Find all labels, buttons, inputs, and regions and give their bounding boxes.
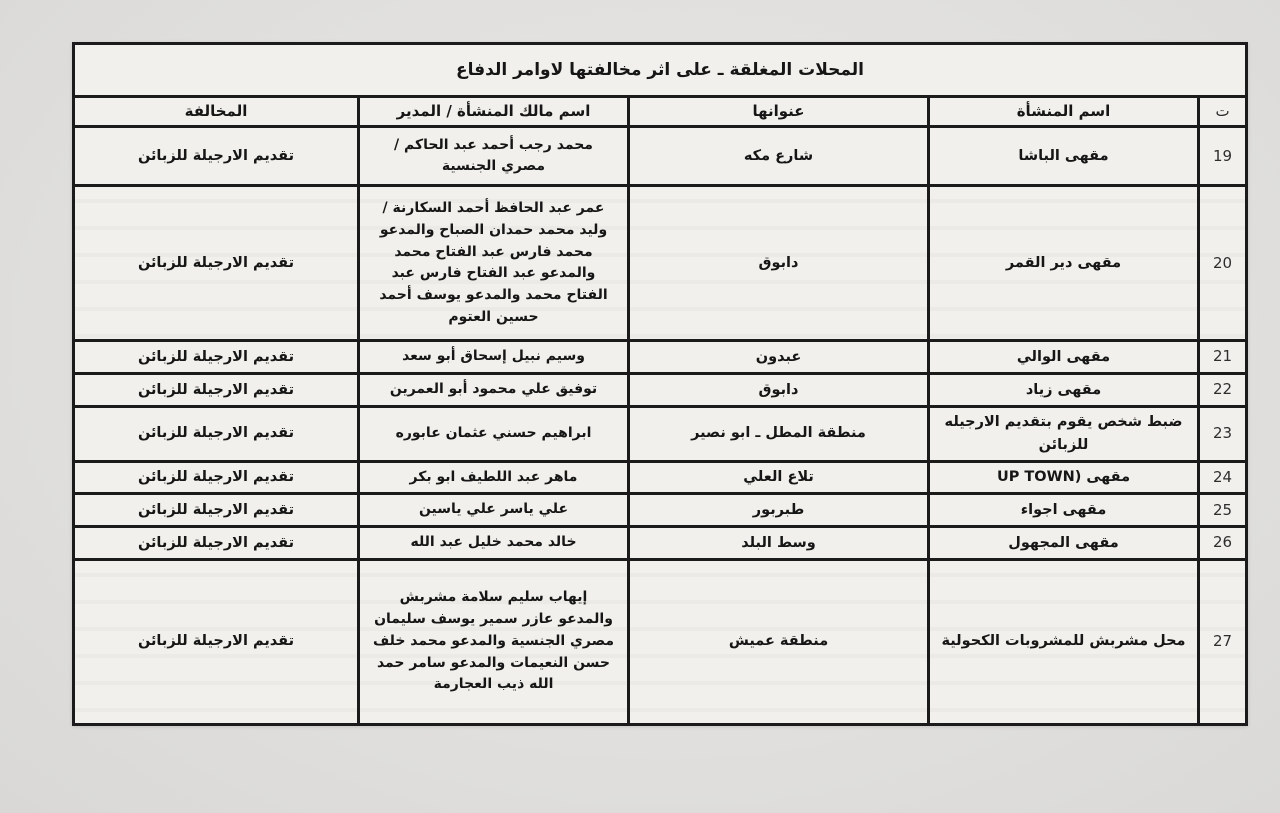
row-owner: ابراهيم حسني عثمان عابوره <box>360 408 627 460</box>
row-address: طبربور <box>630 495 927 525</box>
row-name: مقهى زياد <box>930 375 1197 405</box>
header-violation: المخالفة <box>75 98 357 125</box>
row-address: منطقة المطل ـ ابو نصير <box>630 408 927 460</box>
row-address: تلاع العلي <box>630 463 927 493</box>
header-owner: اسم مالك المنشأة / المدير <box>360 98 627 125</box>
table-row <box>75 528 1245 558</box>
row-address: منطقة عميش <box>630 561 927 723</box>
row-owner: خالد محمد خليل عبد الله <box>360 528 627 558</box>
row-address: عبدون <box>630 342 927 372</box>
row-owner: محمد رجب أحمد عبد الحاكم / مصري الجنسية <box>360 128 627 184</box>
table-row <box>75 342 1245 372</box>
row-violation: تقديم الارجيلة للزبائن <box>75 463 357 493</box>
row-violation: تقديم الارجيلة للزبائن <box>75 128 357 184</box>
row-violation: تقديم الارجيلة للزبائن <box>75 187 357 339</box>
header-address: عنوانها <box>630 98 927 125</box>
row-name: محل مشربش للمشروبات الكحولية <box>930 561 1197 723</box>
row-owner: عمر عبد الحافظ أحمد السكارنة / وليد محمد حمدان الصباح والمدعو محمد فارس عبد الفتاح محمد والمدعو عبد الفتاح فارس عبد الفتاح محمد والمدعو يوسف أحمد حسين العتوم <box>360 187 627 339</box>
row-index: 23 <box>1200 408 1245 460</box>
row-name: مقهى دير القمر <box>930 187 1197 339</box>
row-name: ضبط شخص يقوم بتقديم الارجيله للزبائن <box>930 408 1197 460</box>
row-address: وسط البلد <box>630 528 927 558</box>
table-title-row <box>75 45 1245 95</box>
row-violation: تقديم الارجيلة للزبائن <box>75 342 357 372</box>
table-row <box>75 187 1245 339</box>
row-index: 25 <box>1200 495 1245 525</box>
row-address: دابوق <box>630 187 927 339</box>
row-violation: تقديم الارجيلة للزبائن <box>75 375 357 405</box>
row-address: شارع مكه <box>630 128 927 184</box>
row-index: 22 <box>1200 375 1245 405</box>
table-row <box>75 375 1245 405</box>
row-name: مقهى الباشا <box>930 128 1197 184</box>
row-owner: ماهر عبد اللطيف ابو بكر <box>360 463 627 493</box>
row-name: مقهى الوالي <box>930 342 1197 372</box>
table-row <box>75 561 1245 723</box>
table-row <box>75 463 1245 493</box>
row-violation: تقديم الارجيلة للزبائن <box>75 408 357 460</box>
row-violation: تقديم الارجيلة للزبائن <box>75 495 357 525</box>
row-violation: تقديم الارجيلة للزبائن <box>75 561 357 723</box>
table-row <box>75 495 1245 525</box>
closed-shops-table <box>72 42 1248 726</box>
row-owner: إيهاب سليم سلامة مشربش والمدعو عازر سمير يوسف سليمان مصري الجنسية والمدعو محمد خلف حسن النعيمات والمدعو سامر حمد الله ذيب العجارمة <box>360 561 627 723</box>
table-header-row <box>75 98 1245 125</box>
row-violation: تقديم الارجيلة للزبائن <box>75 528 357 558</box>
table-row <box>75 128 1245 184</box>
page-title: المحلات المغلقة ـ على اثر مخالفتها لاوامر الدفاع <box>75 45 1245 95</box>
row-name: مقهى اجواء <box>930 495 1197 525</box>
row-index: 27 <box>1200 561 1245 723</box>
header-name: اسم المنشأة <box>930 98 1197 125</box>
row-index: 20 <box>1200 187 1245 339</box>
row-name: مقهى (UP TOWN <box>930 463 1197 493</box>
row-index: 26 <box>1200 528 1245 558</box>
row-owner: توفيق علي محمود أبو العمرين <box>360 375 627 405</box>
row-index: 21 <box>1200 342 1245 372</box>
row-address: دابوق <box>630 375 927 405</box>
row-index: 19 <box>1200 128 1245 184</box>
row-owner: وسيم نبيل إسحاق أبو سعد <box>360 342 627 372</box>
row-index: 24 <box>1200 463 1245 493</box>
header-index: ت <box>1200 98 1245 125</box>
table-row <box>75 408 1245 460</box>
row-owner: علي ياسر علي ياسين <box>360 495 627 525</box>
row-name: مقهى المجهول <box>930 528 1197 558</box>
